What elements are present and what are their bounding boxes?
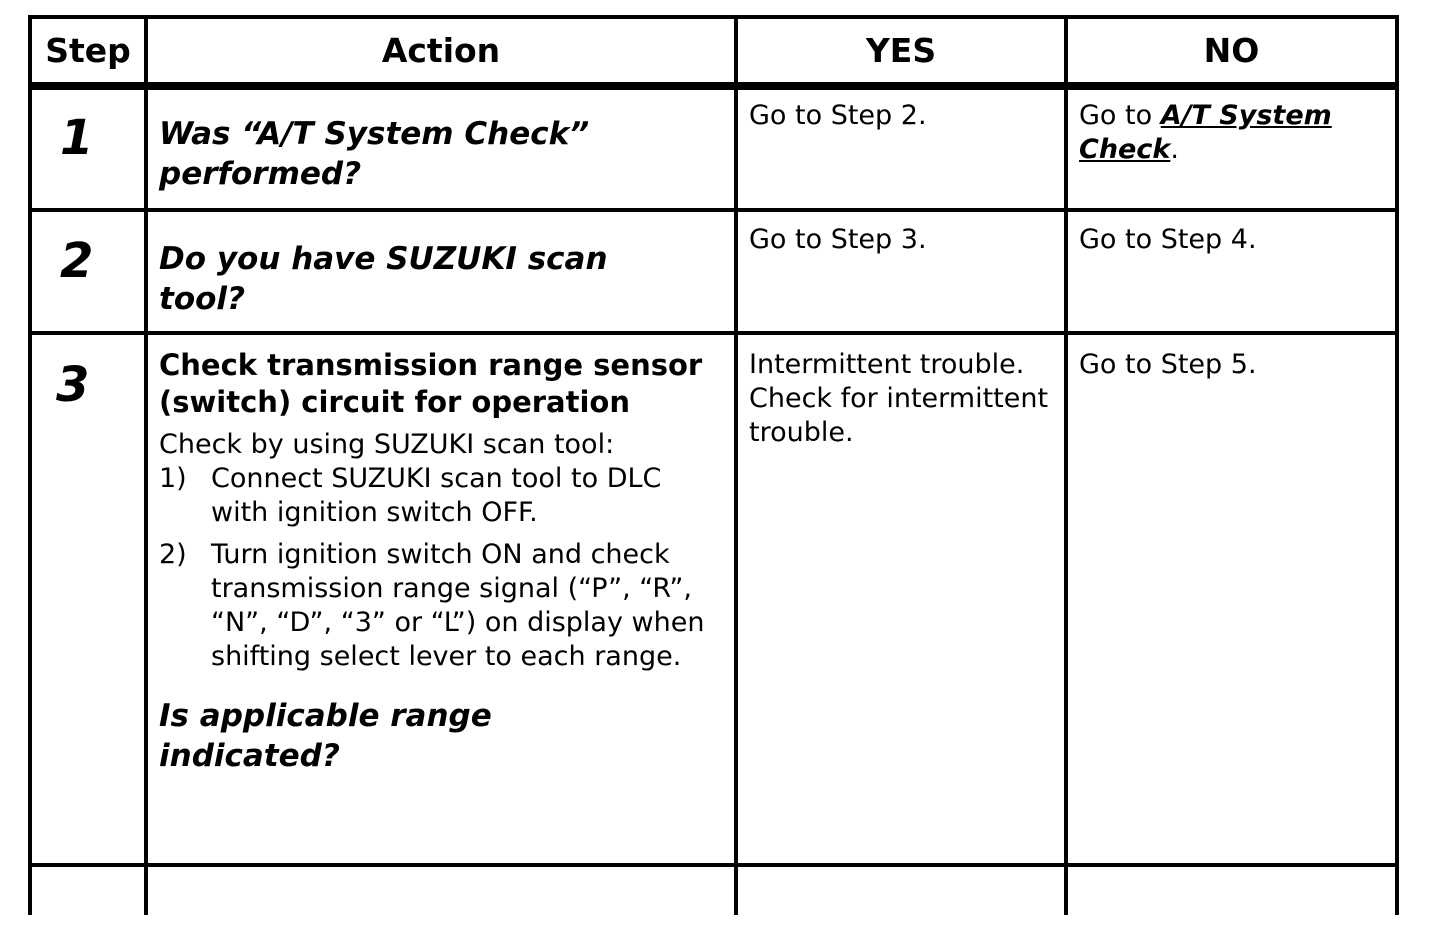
step-number: 3 xyxy=(56,357,90,413)
list-item xyxy=(159,462,721,530)
row-divider xyxy=(28,86,1399,90)
table-border-right xyxy=(1395,15,1399,915)
no-result-prefix: Go to xyxy=(1079,100,1161,131)
header-action: Action xyxy=(381,31,501,70)
header-no: NO xyxy=(1203,31,1260,70)
step-question: Do you have SUZUKI scan tool? xyxy=(159,241,608,317)
step-intro: Check by using SUZUKI scan tool: xyxy=(159,429,615,460)
no-result: Go to Step 4. xyxy=(1079,224,1257,255)
step-title: Check transmission range sensor (switch) circuit for operation xyxy=(159,348,703,419)
table-border-left xyxy=(28,15,32,915)
no-result xyxy=(1079,99,1379,167)
list-item xyxy=(159,538,721,674)
a-t-system-check-link[interactable]: A/T System Check xyxy=(1079,100,1332,165)
header-step: Step xyxy=(45,31,131,70)
row-divider xyxy=(28,331,1399,335)
step-number: 2 xyxy=(60,233,94,289)
step-question: Is applicable range indicated? xyxy=(159,698,492,774)
no-result: Go to Step 5. xyxy=(1079,349,1257,380)
yes-result: Intermittent trouble. Check for intermittent trouble. xyxy=(749,349,1049,448)
yes-result: Go to Step 2. xyxy=(749,100,927,131)
row-divider xyxy=(28,208,1399,212)
step-action-block xyxy=(159,347,721,776)
step-number: 1 xyxy=(60,110,94,166)
diagnostic-table xyxy=(28,15,1399,915)
list-item-number: 1) xyxy=(159,463,187,494)
step-question: Was “A/T System Check” performed? xyxy=(159,116,590,192)
header-yes: YES xyxy=(865,31,937,70)
list-item-number: 2) xyxy=(159,539,187,570)
row-divider xyxy=(28,863,1399,867)
column-divider xyxy=(1064,15,1068,915)
column-divider xyxy=(144,15,148,915)
column-divider xyxy=(734,15,738,915)
yes-result: Go to Step 3. xyxy=(749,224,927,255)
no-result-suffix: . xyxy=(1170,134,1179,165)
list-item-text: Turn ignition switch ON and check transmission range signal (“P”, “R”, “N”, “D”, “3” or “L”) on display when shifting select lever to each range. xyxy=(211,539,705,672)
list-item-text: Connect SUZUKI scan tool to DLC with ignition switch OFF. xyxy=(211,463,662,528)
